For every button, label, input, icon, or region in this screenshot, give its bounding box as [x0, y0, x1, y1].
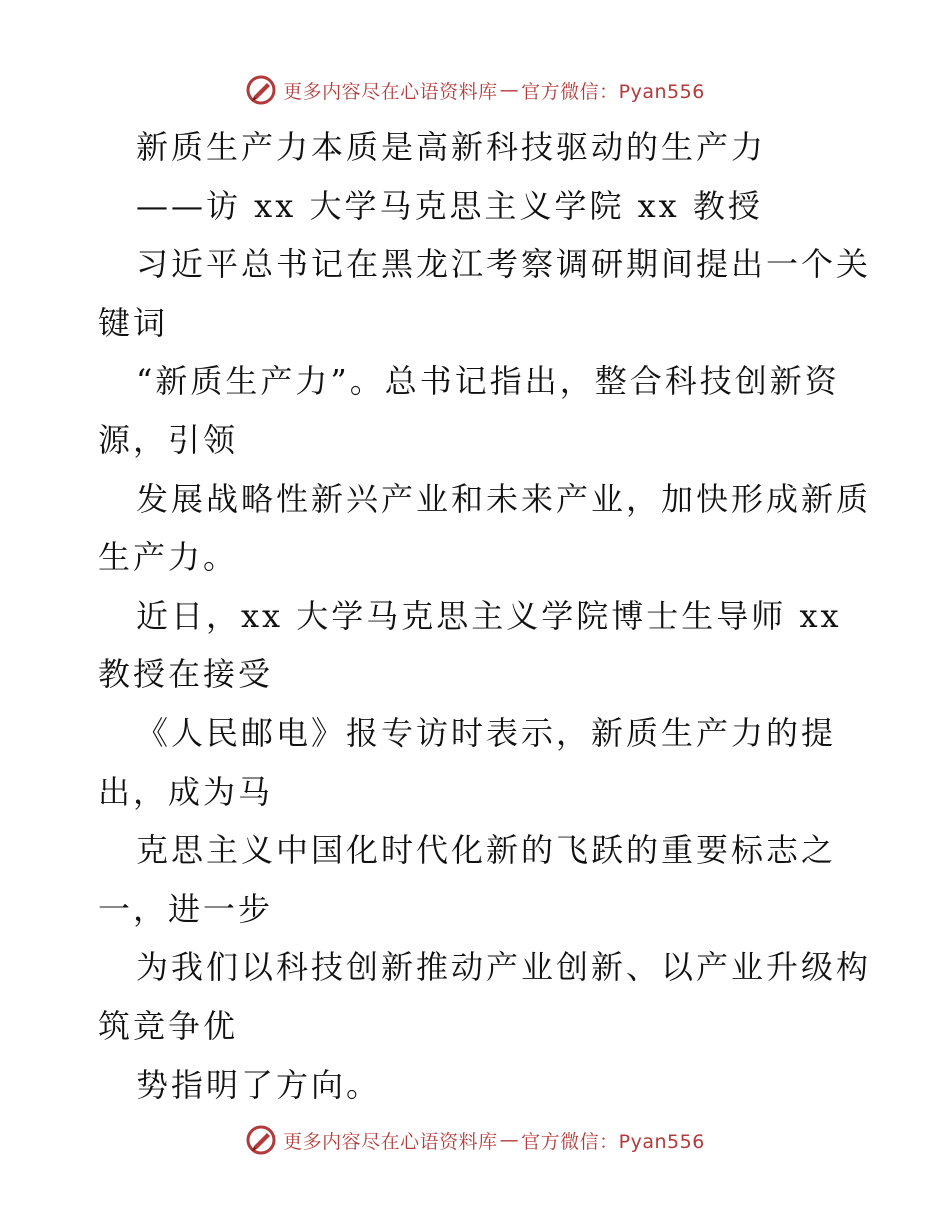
pen-logo-icon	[245, 74, 277, 106]
paragraph-line: 克思主义中国化时代化新的飞跃的重要标志之	[136, 831, 837, 870]
paragraph-line: 为我们以科技创新推动产业创新、以产业升级构	[136, 948, 872, 987]
header-banner	[0, 70, 950, 110]
banner-wechat: 官方微信：Pyan556	[521, 1130, 705, 1153]
paragraph-line: 出，成为马	[98, 772, 274, 811]
paragraph-line: 生产力。	[98, 538, 239, 577]
article-subtitle: ——访 xx 大学马克思主义学院 xx 教授	[136, 186, 763, 225]
document-body	[98, 118, 872, 1114]
paragraph-line: “新质生产力”。总书记指出，整合科技创新资	[136, 362, 840, 401]
paragraph-line: 近日，xx 大学马克思主义学院博士生导师 xx	[136, 596, 842, 635]
paragraph-line: 发展战略性新兴产业和未来产业，加快形成新质	[136, 479, 872, 518]
paragraph-line: 《人民邮电》报专访时表示，新质生产力的提	[136, 713, 837, 752]
paragraph-line: 源，引领	[98, 420, 239, 459]
banner-dash: —	[499, 1129, 520, 1151]
banner-text: 更多内容尽在心语资料库	[283, 80, 498, 103]
banner-text: 更多内容尽在心语资料库	[283, 1130, 498, 1153]
paragraph-line: 教授在接受	[98, 655, 274, 694]
article-title: 新质生产力本质是高新科技驱动的生产力	[136, 128, 767, 166]
paragraph-line: 习近平总书记在黑龙江考察调研期间提出一个关	[136, 245, 872, 284]
banner-wechat: 官方微信：Pyan556	[521, 80, 705, 103]
footer-banner	[0, 1120, 950, 1160]
paragraph-line: 键词	[98, 303, 169, 342]
paragraph-line: 一，进一步	[98, 889, 274, 928]
paragraph-line: 筑竞争优	[98, 1006, 239, 1045]
pen-logo-icon	[245, 1124, 277, 1156]
banner-dash: —	[499, 79, 520, 101]
paragraph-line: 势指明了方向。	[136, 1065, 382, 1104]
